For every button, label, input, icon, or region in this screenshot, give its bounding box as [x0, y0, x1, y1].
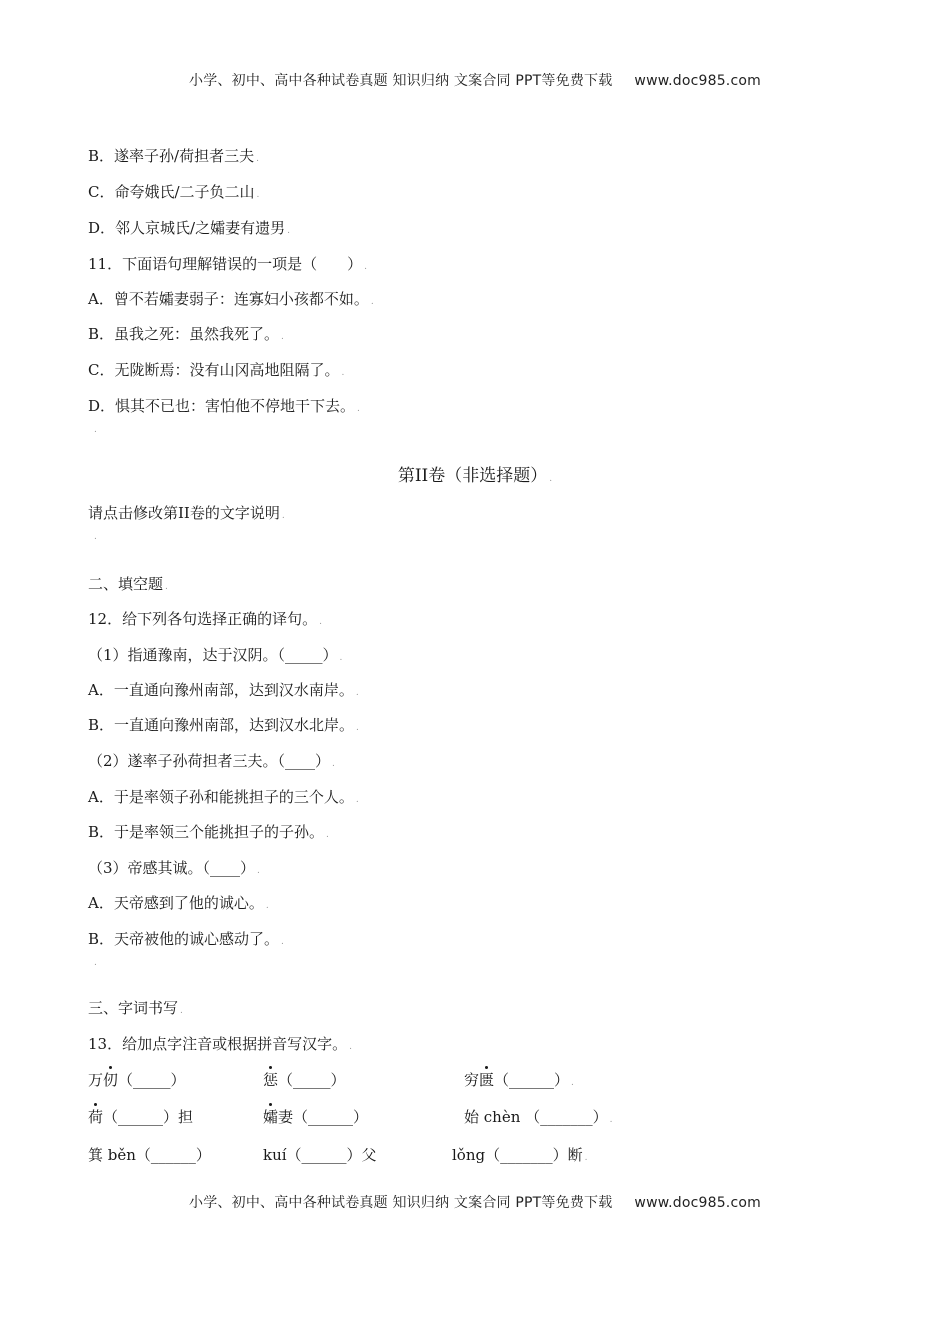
q13-item-shuang: 孀妻（______） — [263, 1108, 369, 1126]
q10-option-b: B．遂率子孙/荷担者三夫 . — [88, 147, 259, 165]
header-text: 小学、初中、高中各种试卷真题 知识归纳 文案合同 PPT等免费下载 — [189, 73, 613, 89]
emphasis-dot-char: 匮 — [479, 1071, 495, 1089]
q11-option-b: B．虽我之死：虽然我死了。 . — [88, 325, 284, 343]
q10-option-d: D．邻人京城氏/之孀妻有遗男 . — [88, 219, 290, 237]
q13-item-kui-fu: kuí（______）父 — [263, 1146, 377, 1164]
paragraph-mark: . — [94, 958, 97, 968]
emphasis-dot-char: 仞 — [103, 1071, 119, 1089]
section2-heading: 二、填空题 . — [88, 575, 168, 593]
q13-item-cheng: 惩（_____） — [263, 1071, 346, 1089]
q11-option-d: D．惧其不已也：害怕他不停地干下去。 . — [88, 397, 360, 415]
q13-stem: 13．给加点字注音或根据拼音写汉字。 . — [88, 1035, 352, 1053]
footer-url: www.doc985.com — [634, 1195, 761, 1211]
part2-note: 请点击修改第II卷的文字说明 . — [88, 504, 285, 522]
part2-title: 第II卷（非选择题） . — [397, 466, 553, 486]
q12-s2-option-b: B．于是率领三个能挑担子的子孙。 . — [88, 823, 329, 841]
q11-stem: 11．下面语句理解错误的一项是（ ） . — [88, 255, 367, 273]
q13-item-renren: 万仞（_____） — [88, 1071, 186, 1089]
q12-s1-option-a: A．一直通向豫州南部，达到汉水南岸。 . — [88, 681, 359, 699]
emphasis-dot-char: 荷 — [88, 1108, 104, 1126]
q13-item-long: lǒng（_______）断 . — [452, 1146, 588, 1164]
footer-text: 小学、初中、高中各种试卷真题 知识归纳 文案合同 PPT等免费下载 — [189, 1195, 613, 1211]
header-url: www.doc985.com — [634, 73, 761, 89]
q12-s3-option-a: A．天帝感到了他的诚心。 . — [88, 894, 269, 912]
q12-stem: 12．给下列各句选择正确的译句。 . — [88, 610, 322, 628]
q13-item-kui: 穷匮（______） . — [464, 1071, 574, 1089]
paragraph-mark: . — [94, 425, 97, 435]
section3-heading: 三、字词书写 . — [88, 999, 183, 1017]
q11-option-c: C．无陇断焉：没有山冈高地阻隔了。 . — [88, 361, 345, 379]
q13-item-chen: 始 chèn （_______） . — [464, 1108, 613, 1126]
paragraph-mark: . — [94, 532, 97, 542]
q12-s3-option-b: B．天帝被他的诚心感动了。 . — [88, 930, 284, 948]
page-header — [0, 70, 950, 90]
q10-option-c: C．命夸娥氏/二子负二山 . — [88, 183, 260, 201]
q13-item-he: 荷（______）担 — [88, 1108, 194, 1126]
q12-sentence-2: （2）遂率子孙荷担者三夫。（____） . — [88, 752, 335, 770]
emphasis-dot-char: 惩 — [263, 1071, 279, 1089]
page-footer — [0, 1192, 950, 1212]
q12-sentence-1: （1）指通豫南，达于汉阴。（_____） . — [88, 646, 343, 664]
q12-s2-option-a: A．于是率领子孙和能挑担子的三个人。 . — [88, 788, 359, 806]
q13-item-ben: 箕 běn（______） — [88, 1146, 211, 1164]
emphasis-dot-char: 孀 — [263, 1108, 279, 1126]
q12-sentence-3: （3）帝感其诚。（____） . — [88, 859, 260, 877]
q12-s1-option-b: B．一直通向豫州南部，达到汉水北岸。 . — [88, 716, 359, 734]
q11-option-a: A．曾不若孀妻弱子：连寡妇小孩都不如。 . — [88, 290, 374, 308]
